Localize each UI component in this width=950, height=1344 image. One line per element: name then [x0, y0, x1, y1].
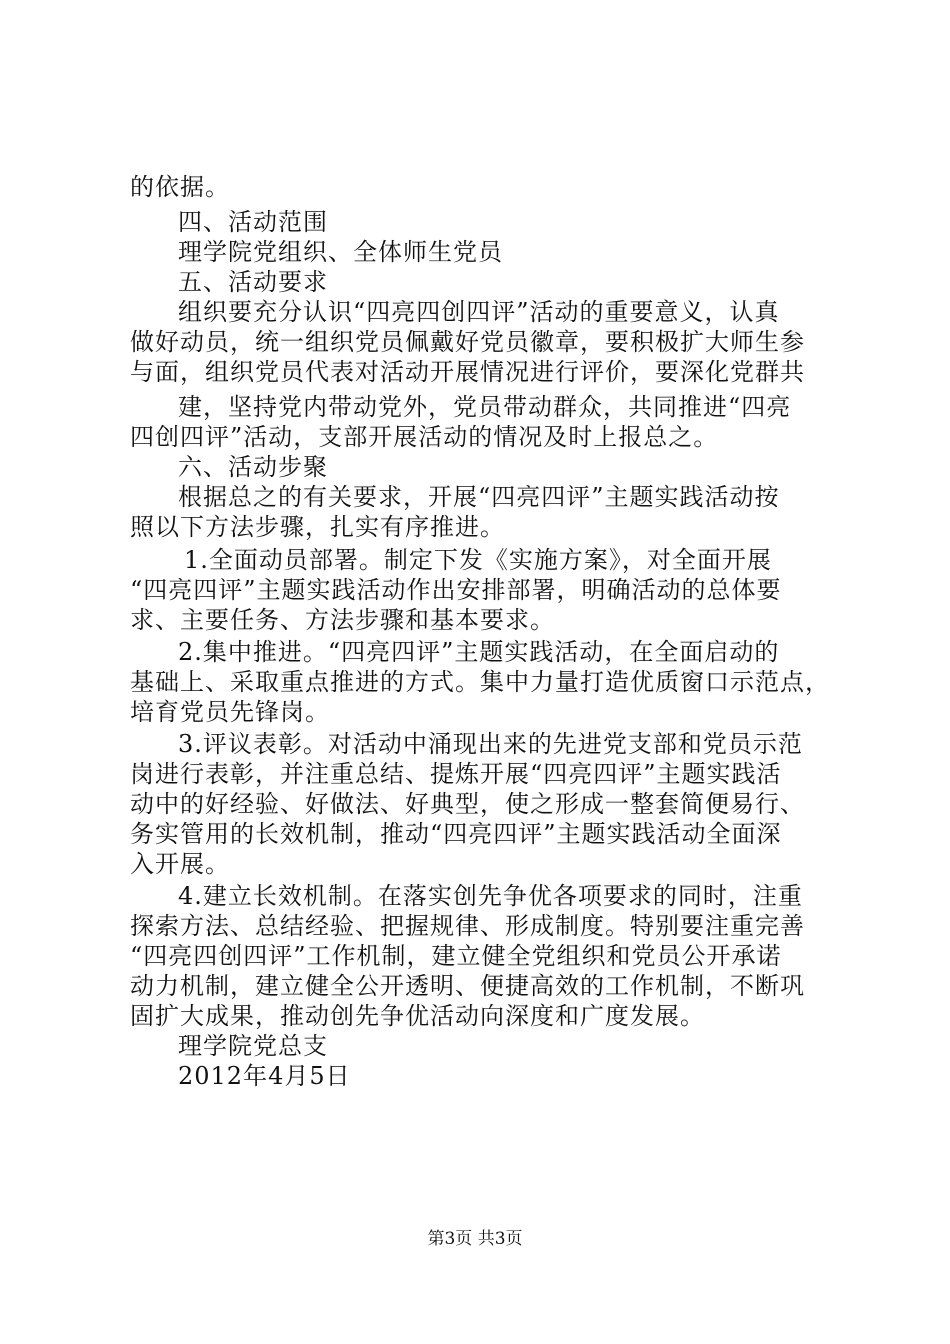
- paragraph-line: 务实管用的长效机制，推动“四亮四评”主题实践活动全面深: [130, 820, 782, 848]
- paragraph-line: 与面，组织党员代表对活动开展情况进行评价，要深化党群共: [130, 358, 805, 386]
- paragraph-line: 做好动员，统一组织党员佩戴好党员徽章，要积极扩大师生参: [130, 328, 805, 356]
- page-footer: 第3页 共3页: [427, 1229, 523, 1249]
- section-heading: 六、活动步聚: [178, 453, 328, 481]
- signature-date: 2012年4月5日: [178, 1062, 351, 1090]
- paragraph-line: “四亮四评”主题实践活动作出安排部署，明确活动的总体要: [130, 576, 782, 604]
- paragraph-line: 照以下方法步骤，扎实有序推进。: [130, 513, 505, 541]
- paragraph-line: 入开展。: [130, 850, 230, 878]
- paragraph-line: 岗进行表彰，并注重总结、提炼开展“四亮四评”主题实践活: [130, 760, 782, 788]
- paragraph-line: 动力机制，建立健全公开透明、便捷高效的工作机制，不断巩: [130, 972, 805, 1000]
- paragraph-line: 建，坚持党内带动党外，党员带动群众，共同推进“四亮: [178, 393, 792, 421]
- paragraph-line: 探索方法、总结经验、把握规律、形成制度。特别要注重完善: [130, 912, 805, 940]
- signature-organization: 理学院党总支: [178, 1032, 328, 1060]
- paragraph-line: 动中的好经验、好做法、好典型，使之形成一整套简便易行、: [130, 790, 805, 818]
- list-item-line: 2.集中推进。“四亮四评”主题实践活动，在全面启动的: [178, 638, 780, 666]
- list-item-line: 1.全面动员部署。制定下发《实施方案》，对全面开展: [184, 546, 772, 574]
- paragraph-line: 四创四评”活动，支部开展活动的情况及时上报总之。: [130, 423, 719, 451]
- section-heading: 五、活动要求: [178, 268, 328, 296]
- paragraph-line: 固扩大成果，推动创先争优活动向深度和广度发展。: [130, 1002, 705, 1030]
- paragraph-line: 的依据。: [130, 173, 230, 201]
- paragraph-line: 组织要充分认识“四亮四创四评”活动的重要意义，认真: [178, 298, 780, 326]
- section-heading: 四、活动范围: [178, 208, 328, 236]
- paragraph-line: 根据总之的有关要求，开展“四亮四评”主题实践活动按: [178, 483, 780, 511]
- paragraph-line: 培育党员先锋岗。: [130, 698, 330, 726]
- list-item-line: 3.评议表彰。对活动中涌现出来的先进党支部和党员示范: [178, 730, 803, 758]
- paragraph-line: 求、主要任务、方法步骤和基本要求。: [130, 606, 555, 634]
- paragraph-line: “四亮四创四评”工作机制，建立健全党组织和党员公开承诺: [130, 942, 782, 970]
- paragraph-line: 理学院党组织、全体师生党员: [178, 238, 503, 266]
- list-item-line: 4.建立长效机制。在落实创先争优各项要求的同时，注重: [178, 882, 803, 910]
- paragraph-line: 基础上、采取重点推进的方式。集中力量打造优质窗口示范点，: [130, 668, 830, 696]
